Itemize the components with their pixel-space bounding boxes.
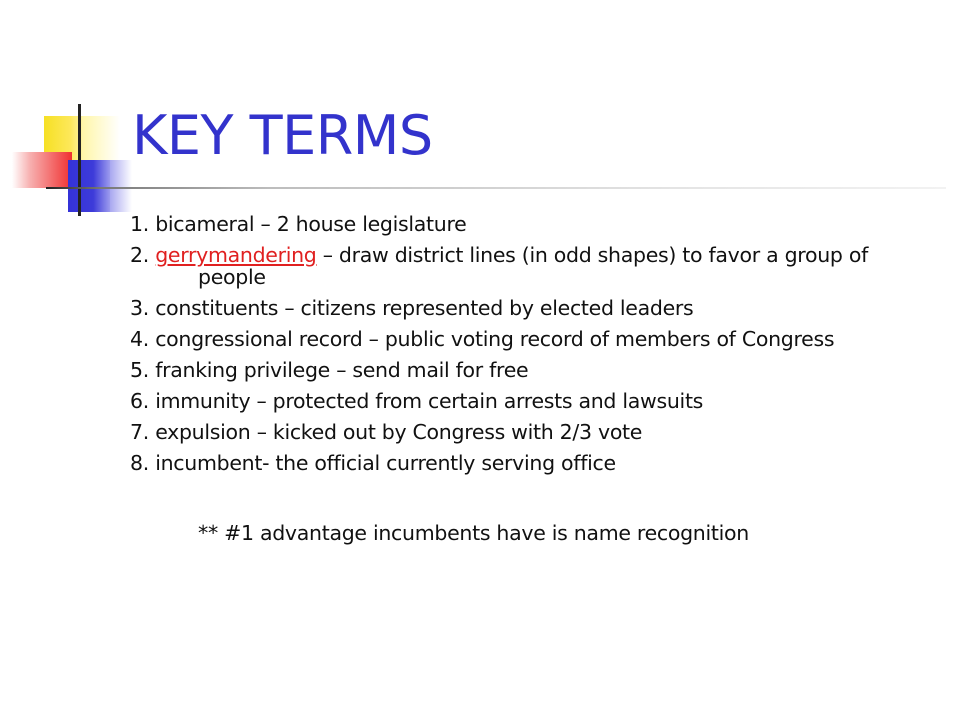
- term-number: 4.: [130, 327, 149, 351]
- term-definition: – 2 house legislature: [254, 212, 467, 236]
- term-item-1: [130, 213, 920, 235]
- term-name: bicameral: [155, 212, 255, 236]
- term-number: 2.: [130, 243, 149, 267]
- term-number: 6.: [130, 389, 149, 413]
- term-number: 1.: [130, 212, 149, 236]
- term-number: 7.: [130, 420, 149, 444]
- decorative-vertical-line: [78, 104, 81, 216]
- term-item-4: [130, 328, 920, 350]
- title-divider-line: [46, 187, 946, 189]
- term-item-8: [130, 452, 920, 474]
- incumbent-note: ** #1 advantage incumbents have is name recognition: [198, 521, 749, 545]
- term-name: incumbent: [155, 451, 263, 475]
- term-number: 3.: [130, 296, 149, 320]
- decorative-red-bar: [12, 152, 72, 188]
- term-definition: – draw district lines (in odd shapes) to favor a group of people: [198, 243, 868, 289]
- term-item-2: [130, 244, 920, 288]
- term-item-3: [130, 297, 920, 319]
- term-name: expulsion: [155, 420, 251, 444]
- term-definition: – public voting record of members of Congress: [362, 327, 835, 351]
- term-definition: – send mail for free: [329, 358, 529, 382]
- term-definition: – protected from certain arrests and lawsuits: [250, 389, 704, 413]
- term-name: congressional record: [155, 327, 363, 351]
- term-name: franking privilege: [155, 358, 330, 382]
- term-name-link[interactable]: gerrymandering: [155, 243, 317, 267]
- term-name: immunity: [155, 389, 251, 413]
- term-item-5: [130, 359, 920, 381]
- term-number: 5.: [130, 358, 149, 382]
- term-name: constituents: [155, 296, 279, 320]
- term-item-7: [130, 421, 920, 443]
- term-item-6: [130, 390, 920, 412]
- decorative-yellow-fade: [82, 116, 120, 162]
- decorative-blue-square: [68, 160, 110, 212]
- term-definition: - the official currently serving office: [262, 451, 616, 475]
- term-definition: – kicked out by Congress with 2/3 vote: [250, 420, 643, 444]
- key-terms-list: [130, 213, 920, 483]
- term-number: 8.: [130, 451, 149, 475]
- term-definition: – citizens represented by elected leaders: [278, 296, 694, 320]
- decorative-blue-fade: [110, 160, 132, 212]
- slide-title: KEY TERMS: [132, 104, 433, 167]
